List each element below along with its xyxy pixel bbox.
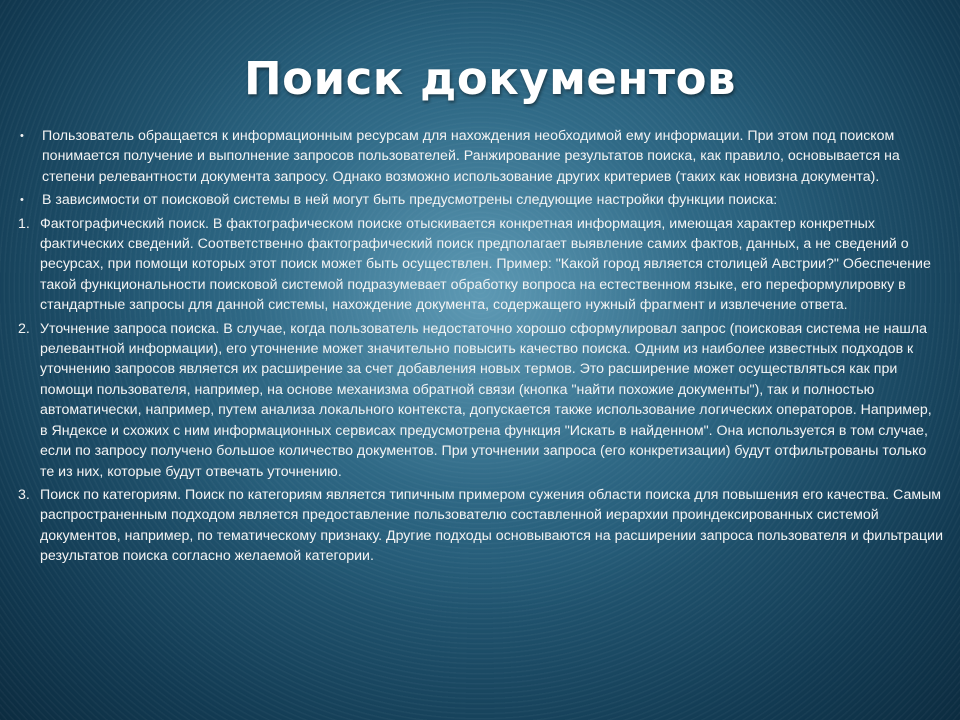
number-marker: 3.	[18, 486, 30, 503]
bullet-marker: •	[20, 130, 24, 142]
bullet-text: В зависимости от поисковой системы в ней могут быть предусмотрены следующие настройки функции поиска:	[42, 192, 778, 209]
numbered-text: Уточнение запроса поиска. В случае, когда пользователь недостаточно хорошо сформулировал запрос (поисковая система не нашла релевантной информации), его уточнение может значительно повысить качество поиска. Одним из наиболее известных подходов к уточнению запросов является их расширение за счет добавления новых термов. Это расширение может осуществляться как при помощи пользователя, например, на основе механизма обратной связи (кнопка "найти похожие документы"), так и полностью автоматически, например, путем анализа локального контекста, допускается также использование логических операторов. Например, в Яндексе и схожих с ним информационных сервисах предусмотрена функция "Искать в найденном". Она используется в том случае, если по запросу получено большое количество документов. При уточнении запроса (его конкретизации) будут отфильтрованы только те из них, которые будут отвечать уточнению.	[40, 320, 932, 480]
slide-body	[18, 126, 943, 570]
bullet-marker: •	[20, 194, 24, 207]
number-marker: 1.	[18, 215, 30, 232]
numbered-text: Фактографический поиск. В фактографическом поиске отыскивается конкретная информация, имеющая характер конкретных фактических сведений. Соответственно фактографический поиск предполагает выявление самих фактов, данных, а не сведений о ресурсах, при помощи которых этот поиск может быть осуществлен. Пример: "Какой город является столицей Австрии?" Обеспечение такой функциональности поисковой системой подразумевает обработку вопроса на естественном языке, его переформулировку в стандартные запросы для данной системы, нахождение документа, содержащего нужный фрагмент и извлечение ответа.	[40, 215, 931, 314]
numbered-text: Поиск по категориям. Поиск по категориям является типичным примером сужения области поиска для повышения его качества. Самым распространенным подходом является предоставление пользователю составленной иерархии проиндексированных системой документов, например, по тематическому признаку. Другие подходы основываются на расширении запроса пользователя и фильтрации результатов поиска согласно желаемой категории.	[40, 486, 944, 565]
number-marker: 2.	[18, 320, 30, 337]
numbered-item	[18, 214, 943, 316]
bullet-text: Пользователь обращается к информационным ресурсам для нахождения необходимой ему информации. При этом под поиском понимается получение и выполнение запросов пользователей. Ранжирование результатов поиска, как правило, основывается на степени релевантности документа запросу. Однако возможно использование других критериев (таких как новизна документа).	[42, 128, 900, 185]
slide-title: Поиск документов	[244, 52, 736, 105]
bullet-item	[18, 190, 943, 210]
bullet-item	[18, 126, 943, 187]
numbered-item	[18, 485, 943, 567]
numbered-item	[18, 319, 943, 482]
